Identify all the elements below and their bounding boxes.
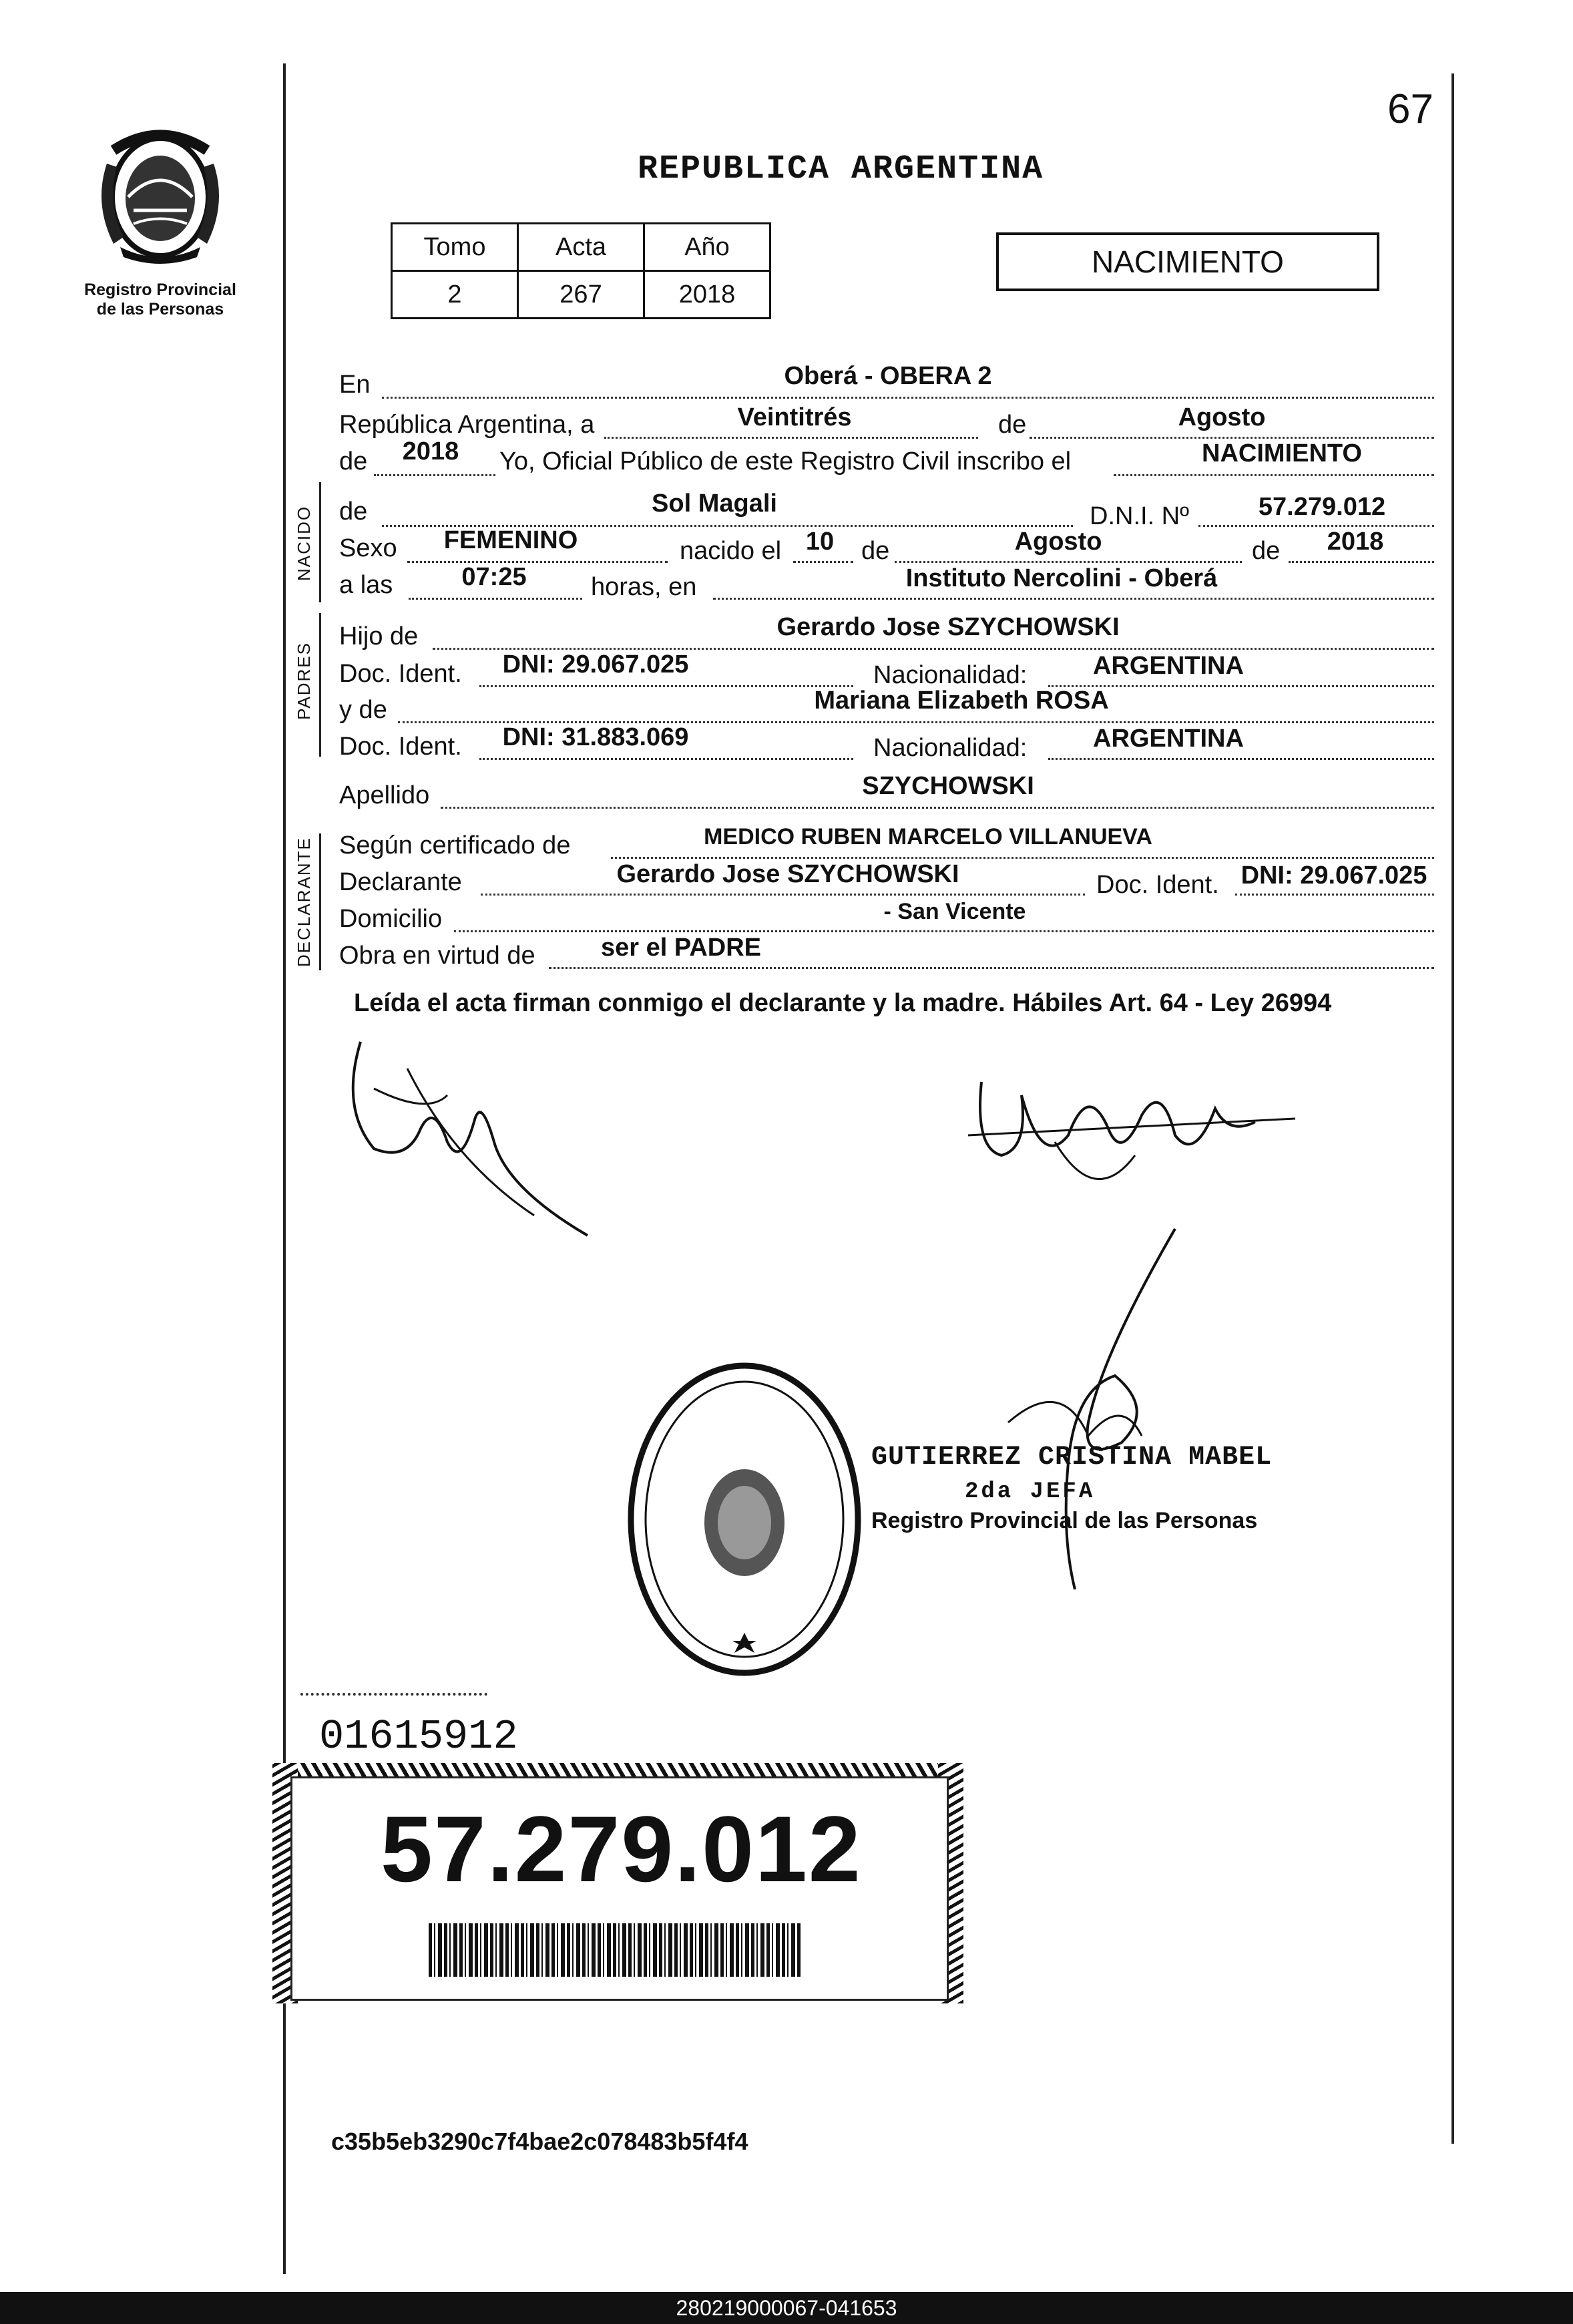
de-label-3: de	[1252, 537, 1281, 565]
padres-section-label: PADRES	[294, 642, 314, 720]
mother-dni: DNI: 31.883.069	[502, 723, 689, 751]
mes-nac-dotted-line	[895, 561, 1242, 563]
oficial-label: Yo, Oficial Público de este Registro Civil inscribo el	[499, 447, 1072, 475]
hora-dotted-line	[409, 598, 582, 600]
barcode	[429, 1923, 803, 1977]
dni-dotted-line	[1198, 525, 1434, 527]
record-type-box: NACIMIENTO	[996, 232, 1379, 291]
declarante-label: Declarante	[339, 868, 462, 896]
birth-month: Agosto	[1014, 528, 1102, 556]
year-dotted-line	[374, 474, 495, 476]
anio-value: 2018	[644, 271, 770, 319]
declarante-doc-label: Doc. Ident.	[1096, 871, 1219, 899]
logo-caption-line1: Registro Provincial	[84, 280, 236, 299]
apellido-label: Apellido	[339, 781, 430, 809]
anio-header: Año	[644, 224, 770, 271]
father-name: Gerardo Jose SZYCHOWSKI	[776, 613, 1120, 641]
declarante-bracket	[319, 833, 321, 970]
child-first-names: Sol Magali	[652, 490, 777, 518]
a-las-label: a las	[339, 571, 393, 599]
child-dni: 57.279.012	[1258, 493, 1386, 521]
madre-nac-label: Nacionalidad:	[873, 734, 1028, 762]
document-hash: c35b5eb3290c7f4bae2c078483b5f4f4	[331, 2128, 748, 2155]
legal-closing-text: Leída el acta firman conmigo el declarante y la madre. Hábiles Art. 64 - Ley 26994	[354, 989, 1332, 1017]
en-label: En	[339, 371, 371, 399]
anio-nac-dotted-line	[1289, 561, 1434, 563]
registry-table	[391, 222, 771, 319]
domicilio-label: Domicilio	[339, 905, 443, 933]
official-role-stamp: 2da JEFA	[965, 1479, 1096, 1505]
mother-signature	[961, 1055, 1309, 1209]
de-label: de	[998, 411, 1027, 439]
inscription-type: NACIMIENTO	[1202, 439, 1362, 467]
tomo-value: 2	[392, 271, 518, 319]
mes-dotted-line	[1030, 437, 1434, 439]
y-de-label: y de	[339, 696, 387, 724]
registration-year: 2018	[402, 437, 459, 465]
obra-label: Obra en virtud de	[339, 942, 535, 970]
madre-doc-dotted-line	[479, 758, 853, 760]
sexo-label: Sexo	[339, 534, 397, 562]
mother-nationality: ARGENTINA	[1093, 725, 1244, 753]
father-dni: DNI: 29.067.025	[502, 650, 689, 679]
madre-doc-label: Doc. Ident.	[339, 733, 462, 761]
declarant-signature	[334, 1028, 614, 1249]
page-number: 67	[1387, 86, 1433, 132]
footer-code: 280219000067-041653	[0, 2292, 1573, 2324]
logo-caption	[73, 280, 247, 319]
birth-year: 2018	[1327, 528, 1384, 556]
padres-bracket	[319, 613, 321, 757]
dia-nac-dotted-line	[793, 561, 853, 563]
segun-label: Según certificado de	[339, 831, 571, 859]
official-signature	[955, 1222, 1195, 1596]
declarant-dni: DNI: 29.067.025	[1241, 861, 1427, 890]
registry-seal	[624, 1359, 865, 1680]
de-year-label: de	[339, 447, 368, 475]
mother-name: Mariana Elizabeth ROSA	[814, 687, 1109, 715]
lugar-nac-dotted-line	[713, 598, 1434, 600]
padre-dotted-line	[433, 648, 1434, 650]
de-label-2: de	[861, 537, 890, 565]
logo-caption-line2: de las Personas	[96, 300, 224, 319]
inscripcion-dotted-line	[1114, 474, 1434, 476]
nacido-el-label: nacido el	[680, 537, 782, 565]
nacido-de-label: de	[339, 498, 368, 526]
official-org-stamp: Registro Provincial de las Personas	[871, 1508, 1258, 1533]
father-nationality: ARGENTINA	[1093, 652, 1244, 680]
dni-label-number: 57.279.012	[381, 1796, 862, 1901]
padre-nac-label: Nacionalidad:	[873, 661, 1028, 689]
apellido-dotted-line	[441, 807, 1434, 809]
child-surname: SZYCHOWSKI	[862, 772, 1034, 800]
padre-doc-label: Doc. Ident.	[339, 660, 462, 688]
official-name-stamp: GUTIERREZ CRISTINA MABEL	[871, 1442, 1273, 1473]
republica-label: República Argentina, a	[339, 411, 595, 439]
birth-registration-place: Oberá - OBERA 2	[784, 362, 992, 390]
birth-place: Instituto Nercolini - Oberá	[905, 564, 1218, 592]
control-number: 01615912	[319, 1713, 518, 1760]
document-title: REPUBLICA ARGENTINA	[638, 150, 1044, 188]
medical-certificate: MEDICO RUBEN MARCELO VILLANUEVA	[704, 824, 1152, 849]
horas-en-label: horas, en	[591, 573, 697, 601]
misiones-coat-of-arms-logo	[87, 124, 234, 264]
domicilio-dotted-line	[454, 930, 1434, 932]
birth-time: 07:25	[461, 563, 527, 591]
hijo-de-label: Hijo de	[339, 622, 419, 650]
nacido-bracket	[319, 482, 321, 602]
control-dashes	[300, 1693, 487, 1696]
right-margin-line	[1451, 73, 1454, 2144]
dia-dotted-line	[604, 437, 978, 439]
declarant-capacity: ser el PADRE	[600, 934, 762, 962]
certificado-dotted-line	[611, 857, 1434, 859]
declarante-dotted-line	[481, 894, 1085, 896]
declarant-address: - San Vicente	[883, 899, 1026, 924]
tomo-header: Tomo	[392, 224, 518, 271]
declarante-doc-dotted-line	[1235, 894, 1434, 896]
acta-header: Acta	[518, 224, 644, 271]
declarant-name: Gerardo Jose SZYCHOWSKI	[616, 860, 959, 888]
obra-dotted-line	[549, 967, 1434, 969]
declarante-section-label: DECLARANTE	[294, 837, 314, 967]
acta-value: 267	[518, 271, 644, 319]
registration-month: Agosto	[1178, 403, 1266, 431]
en-dotted-line	[382, 397, 1434, 399]
child-sex: FEMENINO	[443, 526, 578, 554]
nacido-section-label: NACIDO	[294, 505, 314, 581]
dni-label: D.N.I. Nº	[1090, 502, 1189, 530]
registration-day: Veintitrés	[737, 403, 852, 431]
birth-day: 10	[805, 528, 835, 556]
madre-nac-dotted-line	[1048, 758, 1434, 760]
